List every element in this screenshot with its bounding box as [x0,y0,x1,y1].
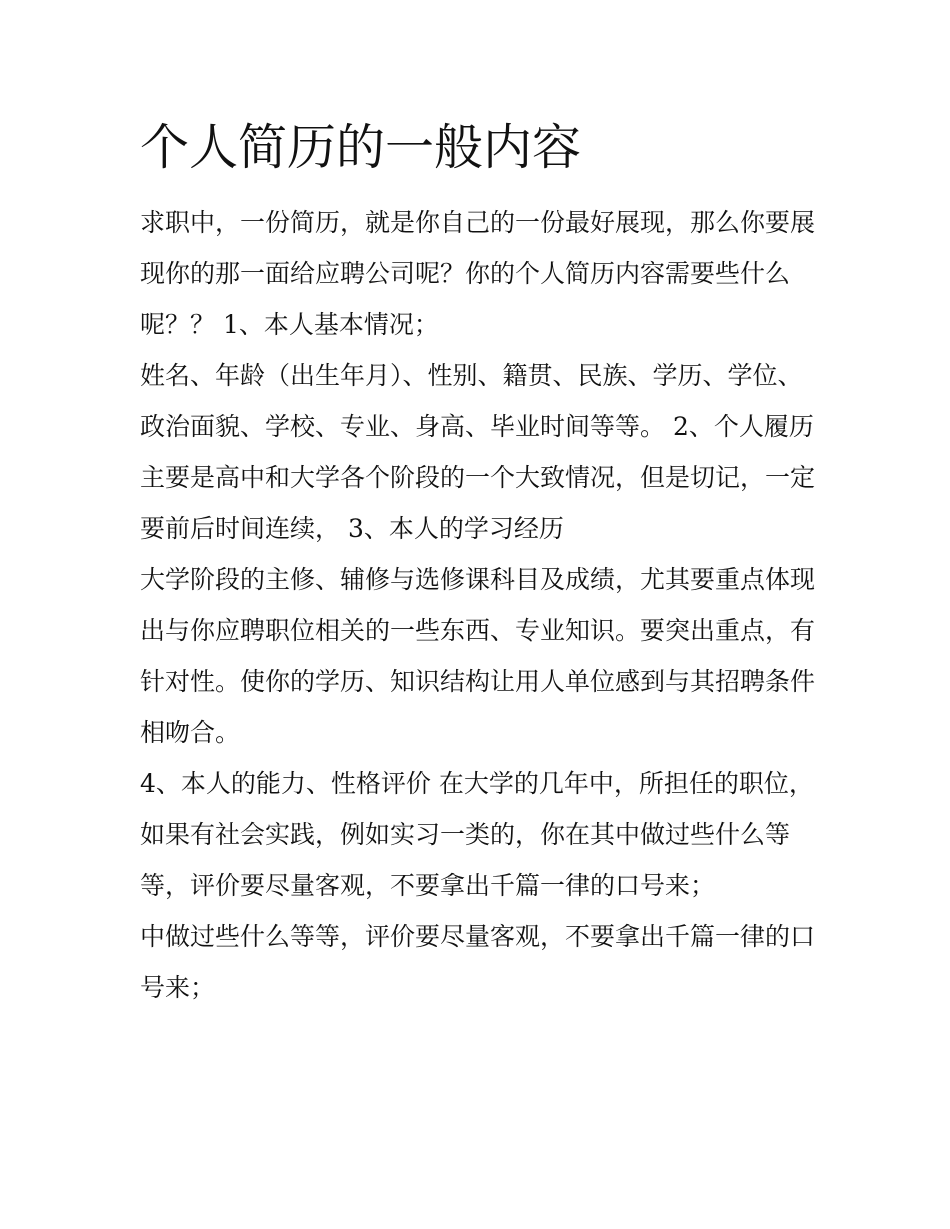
document-body [140,197,830,1013]
body-line: 等，评价要尽量客观，不要拿出千篇一律的口号来； [140,871,716,900]
body-line: 相吻合。 [140,718,241,747]
body-line: 4、本人的能力、性格评价 在大学的几年中，所担任的职位， [140,769,814,798]
body-line: 求职中，一份简历，就是你自己的一份最好展现，那么你要展 [140,208,816,237]
document-title: 个人简历的一般内容 [140,119,582,176]
body-line: 如果有社会实践，例如实习一类的，你在其中做过些什么等 [140,820,791,849]
body-line: 针对性。使你的学历、知识结构让用人单位感到与其招聘条件 [140,667,816,696]
body-line: 现你的那一面给应聘公司呢？你的个人简历内容需要些什么 [140,259,791,288]
body-line: 主要是高中和大学各个阶段的一个大致情况，但是切记，一定 [140,463,816,492]
body-line: 政治面貌、学校、专业、身高、毕业时间等等。 2、个人履历 [140,412,814,441]
body-line: 出与你应聘职位相关的一些东西、专业知识。要突出重点，有 [140,616,816,645]
body-line: 呢？？ 1、本人基本情况； [140,310,439,339]
body-line: 姓名、年龄（出生年月）、性别、籍贯、民族、学历、学位、 [140,361,803,390]
body-line: 号来； [140,973,216,1002]
body-line: 要前后时间连续， 3、本人的学习经历 [140,514,564,543]
body-line: 中做过些什么等等，评价要尽量客观，不要拿出千篇一律的口 [140,922,816,951]
body-line: 大学阶段的主修、辅修与选修课科目及成绩，尤其要重点体现 [140,565,816,594]
